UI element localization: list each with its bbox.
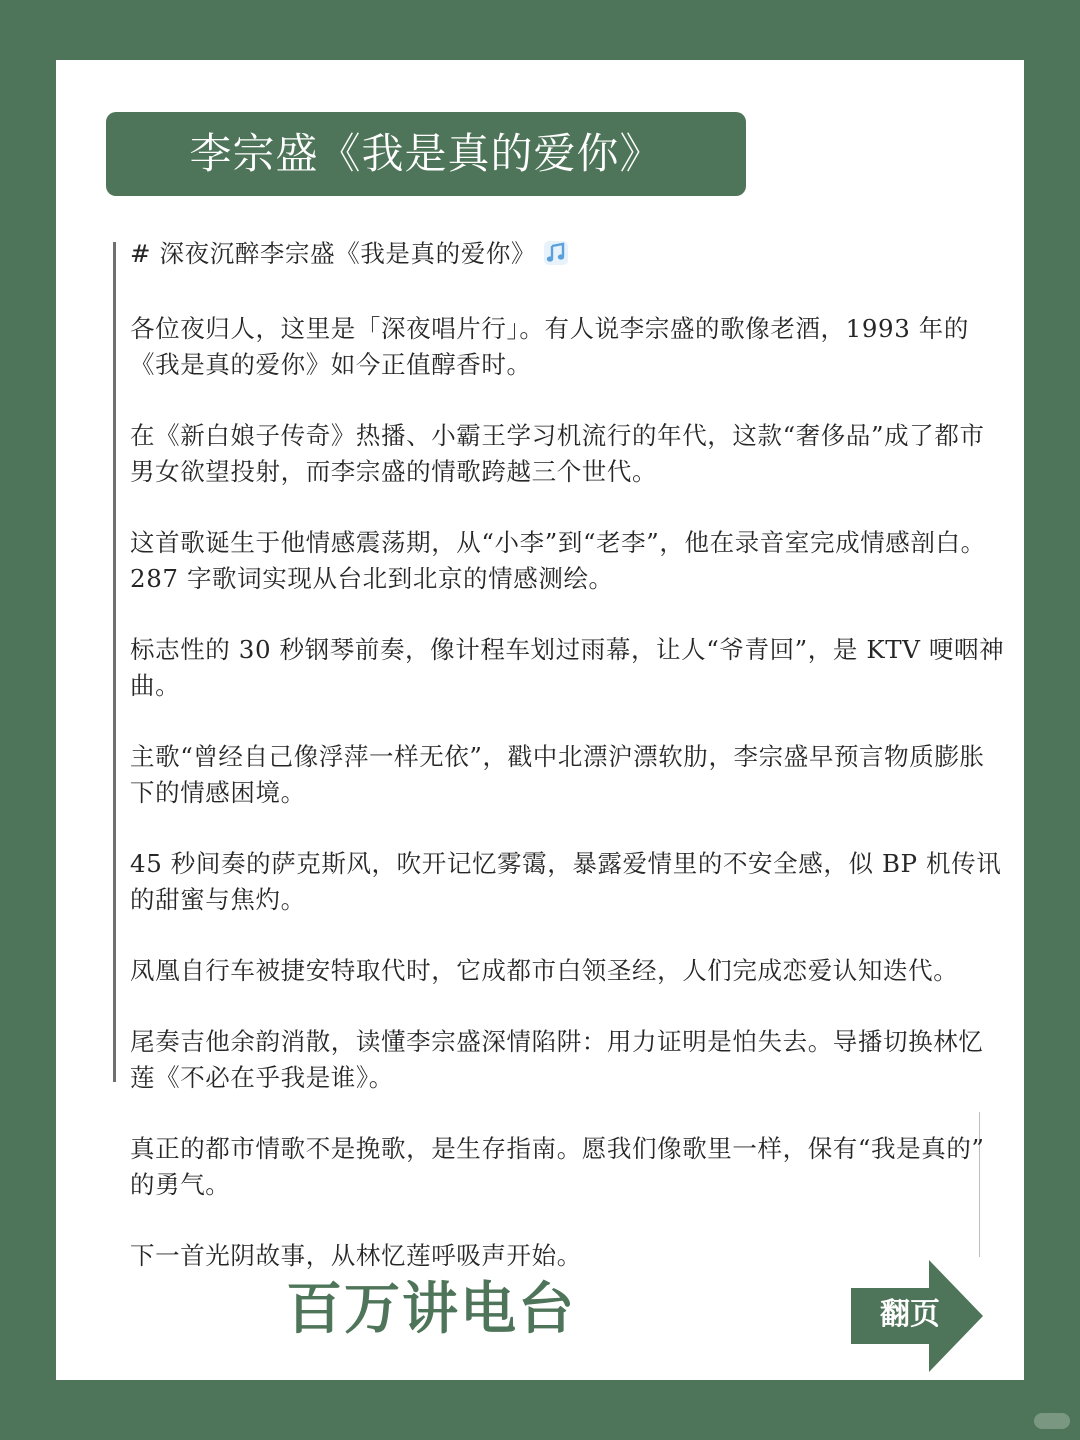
paragraph-line: 这首歌诞生于他情感震荡期，从“小李”到“老李”，他在录音室完成情感剖白。 xyxy=(130,528,986,557)
paragraph xyxy=(130,846,1015,918)
content-card xyxy=(56,60,1024,1380)
brand-logo-text: 百万讲电台 xyxy=(286,1277,576,1342)
next-page-label: 翻页 xyxy=(880,1297,940,1332)
paragraph-list xyxy=(130,311,1015,1274)
paragraph xyxy=(130,418,1015,490)
paragraph xyxy=(130,525,1015,597)
paragraph xyxy=(130,632,1015,704)
paragraph-line: 主歌“曾经自己像浮萍一样无依”，戳中北漂沪漂软肋，李宗盛早预言物质膨胀 xyxy=(130,742,985,771)
next-page-button[interactable] xyxy=(851,1260,986,1372)
article-body xyxy=(130,236,1015,1309)
paragraph xyxy=(130,1131,1015,1203)
paragraph-line: 45 秒间奏的萨克斯风，吹开记忆雾霭，暴露爱情里的不安全感，似 BP 机传讯 xyxy=(130,849,1002,878)
paragraph-line: 尾奏吉他余韵消散，读懂李宗盛深情陷阱：用力证明是怕失去。导播切换林忆 xyxy=(130,1027,984,1056)
paragraph xyxy=(130,739,1015,811)
music-note-icon xyxy=(542,240,570,276)
paragraph-line: 曲。 xyxy=(130,671,181,700)
paragraph-line: 在《新白娘子传奇》热播、小霸王学习机流行的年代，这款“奢侈品”成了都市 xyxy=(130,421,985,450)
paragraph-line: 下的情感困境。 xyxy=(130,778,306,807)
paragraph xyxy=(130,953,1015,989)
paragraph-line: 的甜蜜与焦灼。 xyxy=(130,885,306,914)
paragraph xyxy=(130,1024,1015,1096)
hashtag-text: # 深夜沉醉李宗盛《我是真的爱你》 xyxy=(130,239,537,268)
paragraph-line: 真正的都市情歌不是挽歌，是生存指南。愿我们像歌里一样，保有“我是真的” xyxy=(130,1134,985,1163)
paragraph-line: 的勇气。 xyxy=(130,1170,231,1199)
paragraph-line: 《我是真的爱你》如今正值醇香时。 xyxy=(130,350,532,379)
quote-rule xyxy=(113,242,116,1082)
paragraph-line: 各位夜归人，这里是「深夜唱片行」。有人说李宗盛的歌像老酒，1993 年的 xyxy=(130,314,969,343)
paragraph-line: 下一首光阴故事，从林忆莲呼吸声开始。 xyxy=(130,1241,582,1270)
watermark-badge xyxy=(1034,1413,1070,1429)
paragraph xyxy=(130,311,1015,383)
paragraph-line: 男女欲望投射，而李宗盛的情歌跨越三个世代。 xyxy=(130,457,658,486)
paragraph-line: 287 字歌词实现从台北到北京的情感测绘。 xyxy=(130,564,614,593)
hashtag-line xyxy=(130,236,1015,276)
paragraph-line: 凤凰自行车被捷安特取代时，它成都市白领圣经，人们完成恋爱认知迭代。 xyxy=(130,956,959,985)
page-title: 李宗盛《我是真的爱你》 xyxy=(106,112,746,196)
paragraph-line: 标志性的 30 秒钢琴前奏，像计程车划过雨幕，让人“爷青回”，是 KTV 哽咽神 xyxy=(130,635,1005,664)
paragraph-line: 莲《不必在乎我是谁》。 xyxy=(130,1063,394,1092)
